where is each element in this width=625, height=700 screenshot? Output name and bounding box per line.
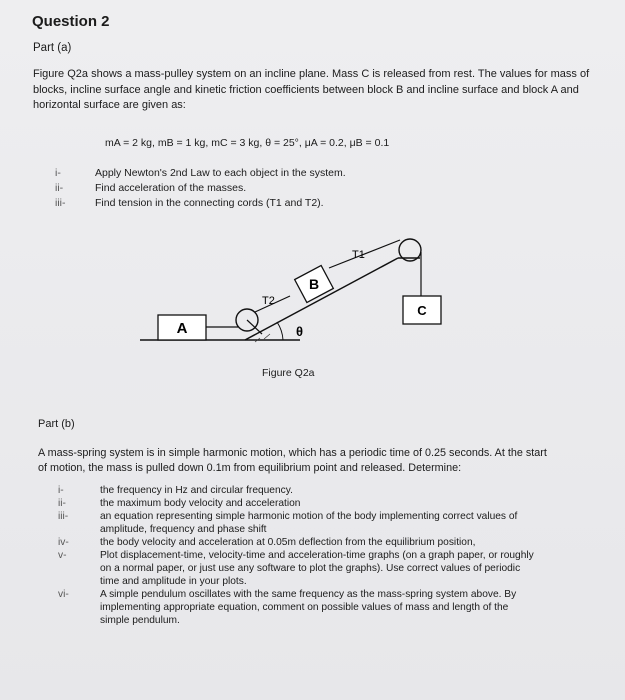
list-item — [58, 588, 540, 627]
list-item — [55, 196, 346, 211]
part-a-paragraph: Figure Q2a shows a mass-pulley system on an incline plane. Mass C is released from rest. The values for mass of blocks, incline surface angle and kinetic friction coefficients between block B and incline surface and block A and horizontal surface are given as: — [33, 68, 590, 111]
tension-t1-label: T1 — [352, 249, 365, 261]
list-item — [55, 181, 346, 196]
question-title: Question 2 — [32, 13, 110, 30]
item-text: the body velocity and acceleration at 0.05m deflection from the equilibrium position, — [100, 537, 476, 548]
item-text: Find tension in the connecting cords (T1 and T2). — [95, 197, 324, 209]
block-b-label: B — [308, 276, 320, 292]
item-number: v- — [58, 550, 67, 561]
incline-hatching — [255, 334, 270, 342]
list-item — [55, 166, 346, 181]
item-number: vi- — [58, 589, 69, 600]
item-number: i- — [55, 167, 61, 179]
item-text: Apply Newton's 2nd Law to each object in the system. — [95, 167, 346, 179]
item-text: A simple pendulum oscillates with the same frequency as the mass-spring system above. By implementing appropriate equation, comment on possible values of mass and length of the simple pendulum. — [100, 589, 517, 626]
item-text: Plot displacement-time, velocity-time and acceleration-time graphs (on a graph paper, or roughly on a normal paper, or just use any software to plot the graphs). Use correct values of periodic time and amplitude in your plots. — [100, 550, 534, 587]
list-item — [58, 549, 540, 588]
item-number: iii- — [55, 197, 66, 209]
block-c-label: C — [417, 303, 427, 318]
part-a-label: Part (a) — [33, 42, 72, 54]
list-item — [58, 497, 540, 510]
item-number: iv- — [58, 537, 69, 548]
part-b-list — [58, 484, 540, 627]
list-item — [58, 510, 540, 536]
figure-caption: Figure Q2a — [262, 367, 315, 379]
block-a-label: A — [176, 320, 188, 337]
item-number: ii- — [55, 182, 64, 194]
part-a-list — [55, 166, 346, 211]
item-text: an equation representing simple harmonic motion of the body implementing correct values of amplitude, frequency and phase shift — [100, 511, 518, 535]
item-text: the maximum body velocity and acceleration — [100, 498, 301, 509]
given-values: mA = 2 kg, mB = 1 kg, mC = 3 kg, θ = 25°, μA = 0.2, μB = 0.1 — [105, 137, 390, 149]
part-b-label: Part (b) — [38, 418, 75, 430]
angle-arc — [277, 322, 283, 340]
list-item — [58, 536, 540, 549]
tension-t2-label: T2 — [262, 295, 275, 307]
item-text: Find acceleration of the masses. — [95, 182, 247, 194]
list-item — [58, 484, 540, 497]
figure-q2a — [0, 228, 625, 368]
item-text: the frequency in Hz and circular frequency. — [100, 485, 293, 496]
pulley-bracket — [247, 320, 262, 334]
item-number: ii- — [58, 498, 66, 509]
item-number: i- — [58, 485, 64, 496]
part-b-paragraph: A mass-spring system is in simple harmonic motion, which has a periodic time of 0.25 seconds. At the start of motion, the mass is pulled down 0.1m from equilibrium point and released. Determine: — [38, 447, 547, 474]
item-number: iii- — [58, 511, 69, 522]
angle-label: θ — [296, 324, 304, 339]
